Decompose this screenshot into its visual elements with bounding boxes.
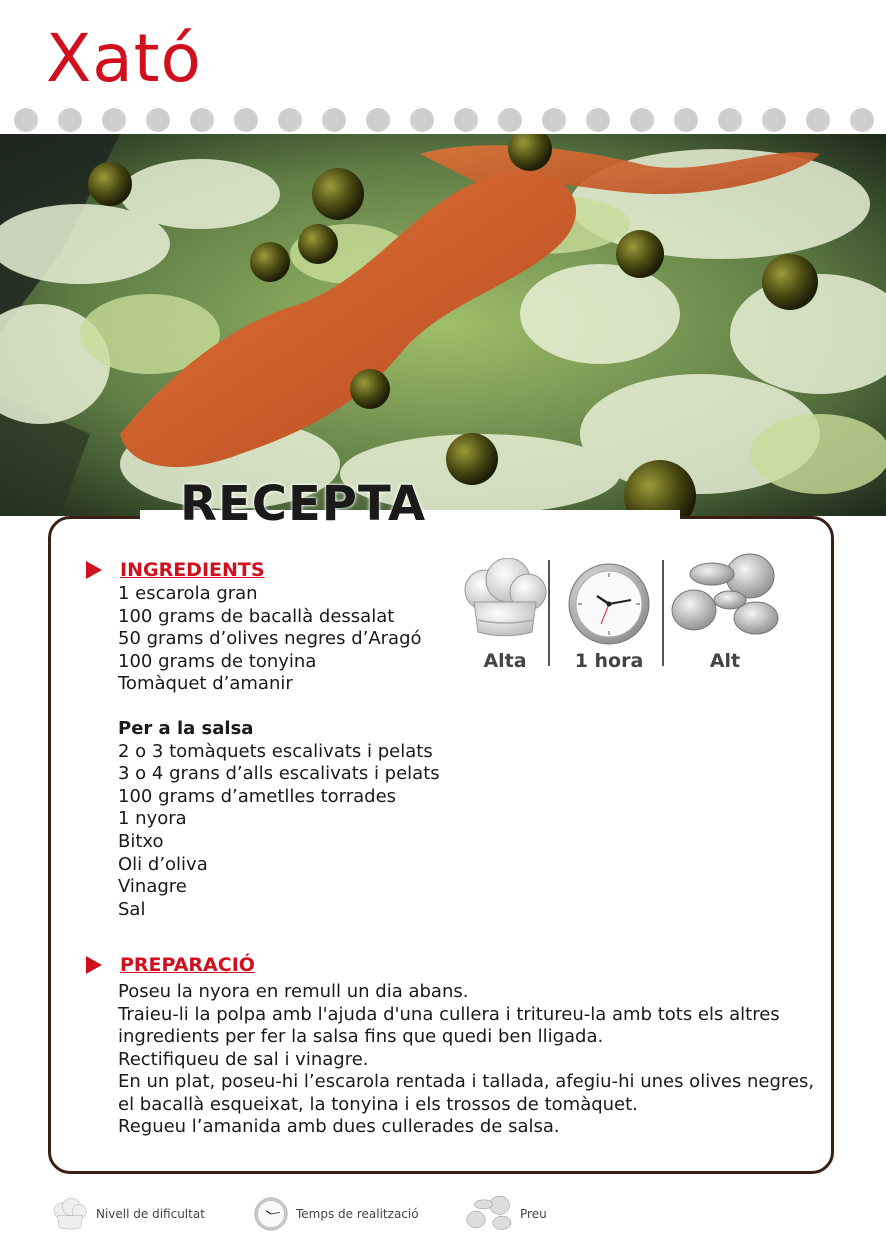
ingredients-list — [118, 583, 422, 696]
sauce-list — [118, 718, 440, 921]
coins-icon — [670, 552, 780, 642]
decorative-dot — [674, 108, 698, 132]
sauce-item: Vinagre — [118, 876, 187, 898]
sauce-item: 3 o 4 grans d’alls escalivats i pelats — [118, 763, 440, 785]
legend-price-label: Preu — [520, 1207, 547, 1221]
sauce-item: 100 grams d’ametlles torrades — [118, 785, 397, 807]
decorative-dot — [850, 108, 874, 132]
preparation-heading — [86, 954, 255, 976]
meta-divider — [548, 560, 550, 666]
preparation-step: Rectifiqueu de sal i vinagre. — [118, 1048, 369, 1070]
recipe-title: Xató — [46, 20, 202, 97]
sauce-subheading: Per a la salsa — [118, 718, 254, 739]
meta-divider — [662, 560, 664, 666]
time-value: 1 hora — [574, 650, 644, 672]
decorative-dots — [0, 108, 886, 134]
decorative-dot — [542, 108, 566, 132]
decorative-dot — [58, 108, 82, 132]
decorative-dot — [454, 108, 478, 132]
decorative-dot — [102, 108, 126, 132]
preparation-text — [118, 981, 818, 1139]
decorative-dot — [630, 108, 654, 132]
decorative-dot — [234, 108, 258, 132]
difficulty-block — [450, 556, 560, 672]
preparation-title: PREPARACIÓ — [120, 954, 255, 976]
recipe-meta — [450, 556, 790, 672]
ingredients-title: INGREDIENTS — [120, 559, 265, 581]
preparation-step: Regueu l’amanida amb dues cullerades de salsa. — [118, 1116, 560, 1137]
chef-hat-icon — [460, 558, 550, 638]
decorative-dot — [14, 108, 38, 132]
ingredients-heading — [86, 559, 265, 581]
section-heading: RECEPTA — [180, 476, 427, 532]
chef-hat-icon — [52, 1197, 88, 1231]
preparation-step: En un plat, poseu-hi l’escarola rentada i tallada, afegiu-hi unes olives negres, el bacallà esqueixat, la tonyina i els trossos de tomàquet. — [118, 1071, 815, 1115]
decorative-dot — [498, 108, 522, 132]
arrow-right-icon — [86, 561, 102, 579]
sauce-item: Oli d’oliva — [118, 853, 208, 875]
clock-icon — [254, 1197, 288, 1231]
preparation-step: Traieu-li la polpa amb l'ajuda d'una cullera i tritureu-la amb tots els altres ingredients per fer la salsa fins que quedi ben lligada. — [118, 1003, 780, 1047]
decorative-dot — [410, 108, 434, 132]
time-block — [554, 556, 664, 672]
legend-time-label: Temps de realització — [296, 1207, 419, 1221]
decorative-dot — [190, 108, 214, 132]
sauce-item: Bitxo — [118, 830, 164, 852]
decorative-dot — [322, 108, 346, 132]
legend-time — [254, 1194, 419, 1234]
decorative-dot — [806, 108, 830, 132]
ingredient-item: 100 grams de bacallà dessalat — [118, 605, 395, 627]
ingredient-item: Tomàquet d’amanir — [118, 673, 293, 695]
decorative-dot — [278, 108, 302, 132]
difficulty-value: Alta — [483, 650, 527, 672]
sauce-item: Sal — [118, 898, 146, 920]
arrow-right-icon — [86, 956, 102, 974]
price-block — [670, 556, 780, 672]
decorative-dot — [762, 108, 786, 132]
legend-difficulty-label: Nivell de dificultat — [96, 1207, 205, 1221]
sauce-item: 1 nyora — [118, 808, 187, 830]
dish-photo — [0, 134, 886, 516]
decorative-dot — [146, 108, 170, 132]
ingredient-item: 100 grams de tonyina — [118, 650, 317, 672]
legend-difficulty — [52, 1194, 205, 1234]
sauce-item: 2 o 3 tomàquets escalivats i pelats — [118, 740, 433, 762]
coins-icon — [466, 1195, 512, 1233]
price-value: Alt — [709, 650, 741, 672]
preparation-step: Poseu la nyora en remull un dia abans. — [118, 981, 469, 1002]
decorative-dot — [366, 108, 390, 132]
ingredient-item: 1 escarola gran — [118, 583, 258, 604]
decorative-dot — [586, 108, 610, 132]
decorative-dot — [718, 108, 742, 132]
clock-icon — [567, 562, 651, 646]
ingredient-item: 50 grams d’olives negres d’Aragó — [118, 628, 422, 650]
legend-price — [466, 1194, 547, 1234]
